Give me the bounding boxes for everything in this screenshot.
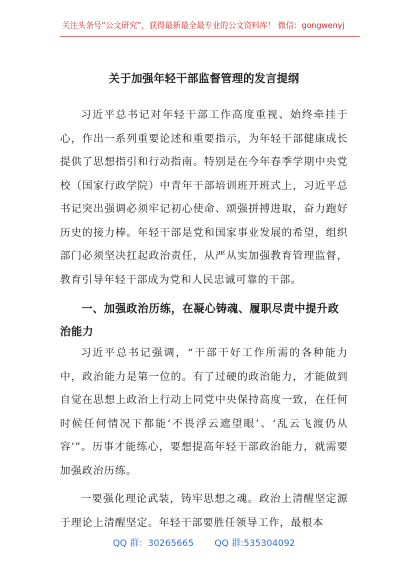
footer-qq-group-1: QQ 群：30265665 [112,539,194,549]
paragraph-intro: 习近平总书记对年轻干部工作高度重视、始终牵挂于心，作出一系列重要论述和重要指示，为年轻干部健康成长提供了思想指引和行动指南。特别是在今年春季学期中央党校（国家行政学院）中青年干部培训班开班式上，习近平总书记突出强调必须牢记初心使命、颂强拼搏进取，奋力跑好历史的接力棒。年轻干部是党和国家事业发展的希望，组织部门必须坚决扛起政治责任，从严从实加强教育管理监督，教育引导年轻干部成为党和人民忠诚可靠的干部。 [60,109,348,286]
document-title: 关于加强年轻干部监督管理的发言提纲 [108,72,300,85]
section-heading-1: 一、加强政治历练，在凝心铸魂、履职尽责中提升政治能力 [60,302,340,338]
footer-qq-group-2: QQ 群:535304092 [214,539,296,549]
paragraph-political-ability: 习近平总书记强调，“干部干好工作所需的各种能力中，政治能力是第一位的。有了过硬的政治能力，才能做到自觉在思想上政治上行动上同党中央保持高度一致，在任何时候任何情况下都能‘不畏浮云遮望眼’、‘乱云飞渡仍从容’”。历事才能练心，要想提高年轻干部政治能力，就需要加强政治历练。 [60,347,348,477]
footer-contacts [0,536,408,549]
header-divider [60,36,360,37]
paragraph-theory-arming: 一要强化理论武装，铸牢思想之魂。政治上清醒坚定源于理论上清醒坚定。年轻干部要胜任领导工作，最根本 [60,493,348,529]
header-notice: 关注头条号“公文研究”，获得最新最全最专业的公文资料库！ 微信：gongwenyj [62,21,345,30]
